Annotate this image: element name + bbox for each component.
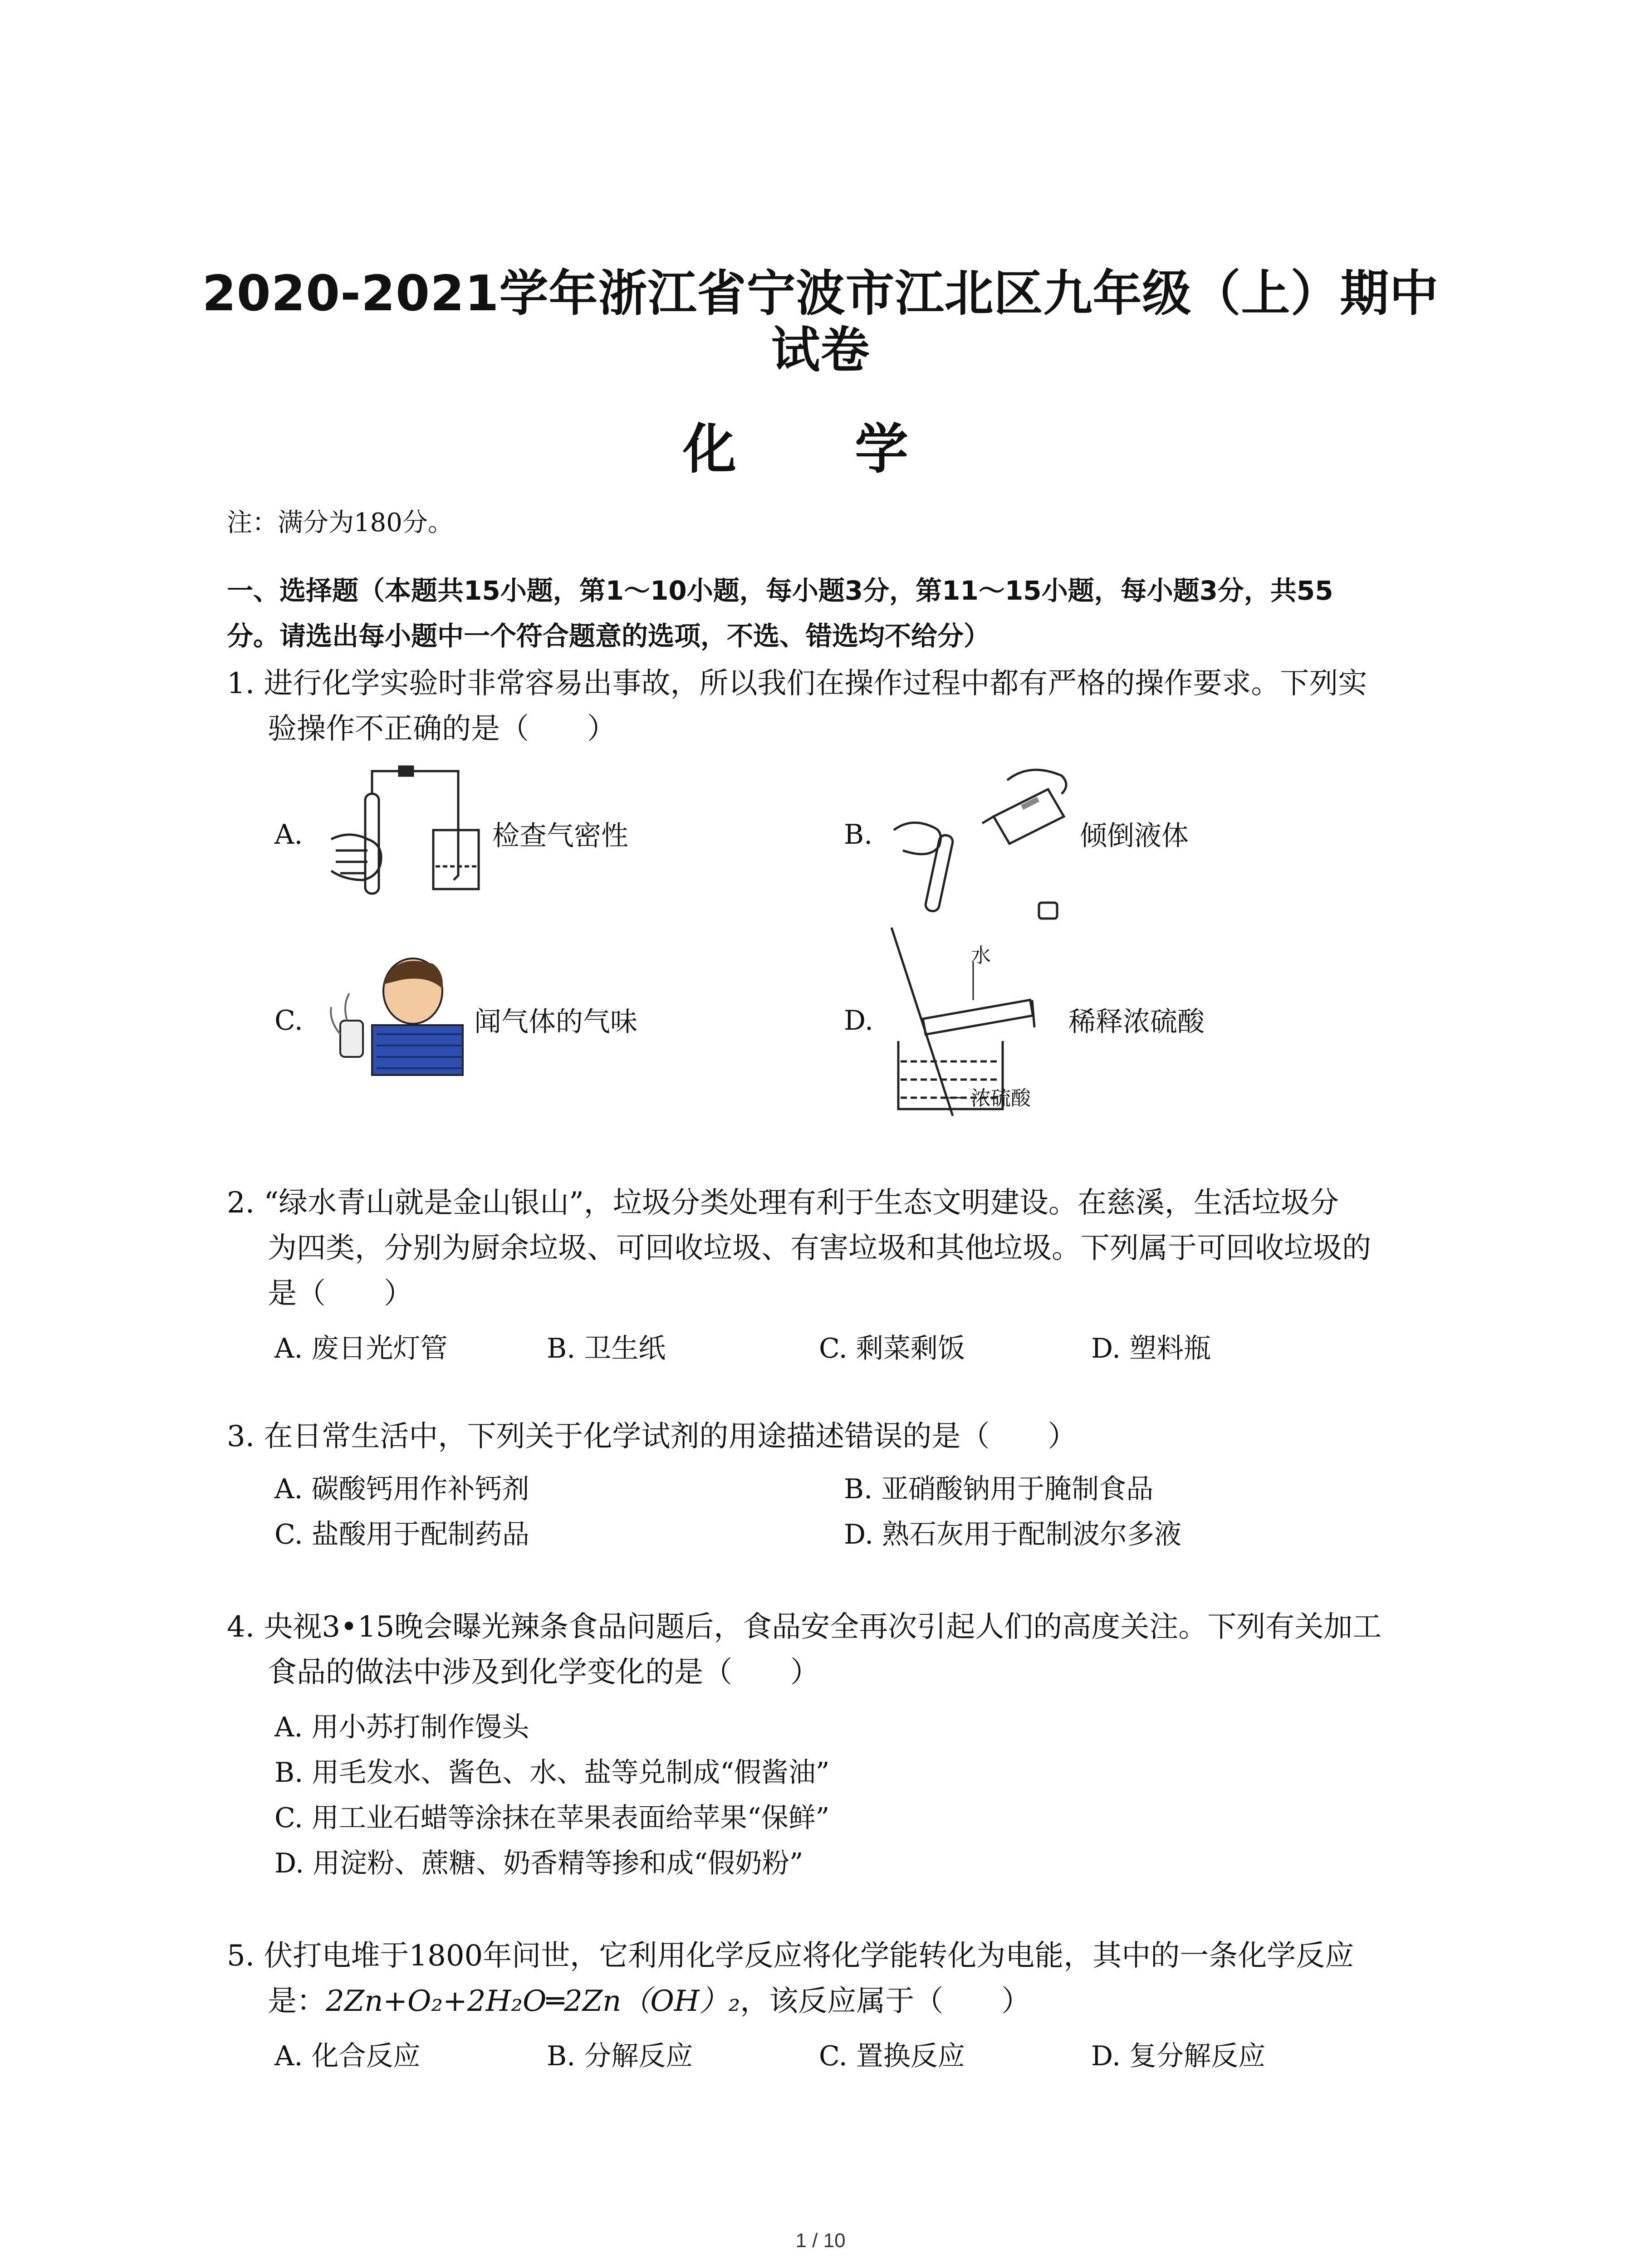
page-number: 1 / 10 <box>795 2229 846 2252</box>
q4-stem-line1: 4. 央视3•15晚会曝光辣条食品问题后，食品安全再次引起人们的高度关注。下列有关加工 <box>227 1610 1382 1644</box>
section-heading-line2: 分。请选出每小题中一个符合题意的选项，不选、错选均不给分） <box>227 621 990 651</box>
q5-line2-suffix: ，该反应属于（ ） <box>740 1984 1031 2018</box>
q1-option-b-letter: B. <box>844 819 873 850</box>
q2-option-b: B. 卫生纸 <box>547 1333 666 1364</box>
pouring-liquid-figure <box>889 762 1080 925</box>
q5-option-d: D. 复分解反应 <box>1091 2040 1266 2072</box>
q3-option-a: A. 碳酸钙用作补钙剂 <box>274 1473 529 1505</box>
q3-option-d: D. 熟石灰用于配制波尔多液 <box>844 1519 1182 1550</box>
airtightness-check-figure <box>322 762 499 903</box>
exam-title-line2: 试卷 <box>771 322 870 379</box>
q4-option-c: C. 用工业石蜡等涂抹在苹果表面给苹果“保鲜” <box>274 1802 830 1834</box>
subject-title: 化 学 <box>682 418 959 480</box>
q4-option-d: D. 用淀粉、蔗糖、奶香精等掺和成“假奶粉” <box>274 1848 803 1879</box>
q2-stem-line1: 2. “绿水青山就是金山银山”，垃圾分类处理有利于生态文明建设。在慈溪，生活垃圾分 <box>227 1186 1339 1220</box>
chemical-equation: 2Zn+O₂+2H₂O═2Zn（OH）₂ <box>326 1984 740 2018</box>
q3-option-b: B. 亚硝酸钠用于腌制食品 <box>844 1473 1154 1505</box>
q2-stem-line2: 为四类，分别为厨余垃圾、可回收垃圾、有害垃圾和其他垃圾。下列属于可回收垃圾的 <box>268 1232 1371 1265</box>
smelling-gas-figure <box>322 948 472 1084</box>
score-note: 注：满分为180分。 <box>227 508 453 538</box>
exam-title-line1: 2020-2021学年浙江省宁波市江北区九年级（上）期中 <box>202 265 1439 322</box>
q1-option-a-letter: A. <box>274 819 303 850</box>
q2-option-c: C. 剩菜剩饭 <box>819 1333 965 1364</box>
q5-option-b: B. 分解反应 <box>547 2040 693 2072</box>
q1-option-d-letter: D. <box>844 1005 874 1036</box>
q5-option-c: C. 置换反应 <box>819 2040 965 2072</box>
q1-option-c-caption: 闻气体的气味 <box>474 1006 637 1038</box>
q1-option-d-caption: 稀释浓硫酸 <box>1068 1006 1205 1038</box>
q2-stem-line3: 是（ ） <box>268 1277 413 1310</box>
q2-option-d: D. 塑料瓶 <box>1091 1333 1211 1364</box>
q5-option-a: A. 化合反应 <box>274 2040 421 2072</box>
q5-line2-prefix: 是： <box>268 1984 326 2018</box>
conc-sulfuric-acid-label: 浓硫酸 <box>971 1087 1031 1110</box>
water-label: 水 <box>971 944 991 967</box>
q4-stem-line2: 食品的做法中涉及到化学变化的是（ ） <box>268 1656 819 1689</box>
q1-option-c-letter: C. <box>274 1005 303 1036</box>
q5-stem-line2 <box>268 1984 1031 2018</box>
q2-option-a: A. 废日光灯管 <box>274 1333 448 1364</box>
q1-option-a-caption: 检查气密性 <box>492 820 628 852</box>
q1-stem-line2: 验操作不正确的是（ ） <box>268 712 616 746</box>
q4-option-b: B. 用毛发水、酱色、水、盐等兑制成“假酱油” <box>274 1757 830 1789</box>
q1-option-b-caption: 倾倒液体 <box>1080 820 1189 852</box>
q5-stem-line1: 5. 伏打电堆于1800年问世，它利用化学反应将化学能转化为电能，其中的一条化学反应 <box>227 1939 1354 1973</box>
section-heading-line1: 一、选择题（本题共15小题，第1～10小题，每小题3分，第11～15小题，每小题3分，共55 <box>227 575 1333 606</box>
q1-stem-line1: 1. 进行化学实验时非常容易出事故，所以我们在操作过程中都有严格的操作要求。下列实 <box>227 667 1367 700</box>
q3-option-c: C. 盐酸用于配制药品 <box>274 1519 529 1550</box>
q3-stem-line1: 3. 在日常生活中，下列关于化学试剂的用途描述错误的是（ ） <box>227 1420 1077 1453</box>
q4-option-a: A. 用小苏打制作馒头 <box>274 1711 529 1743</box>
